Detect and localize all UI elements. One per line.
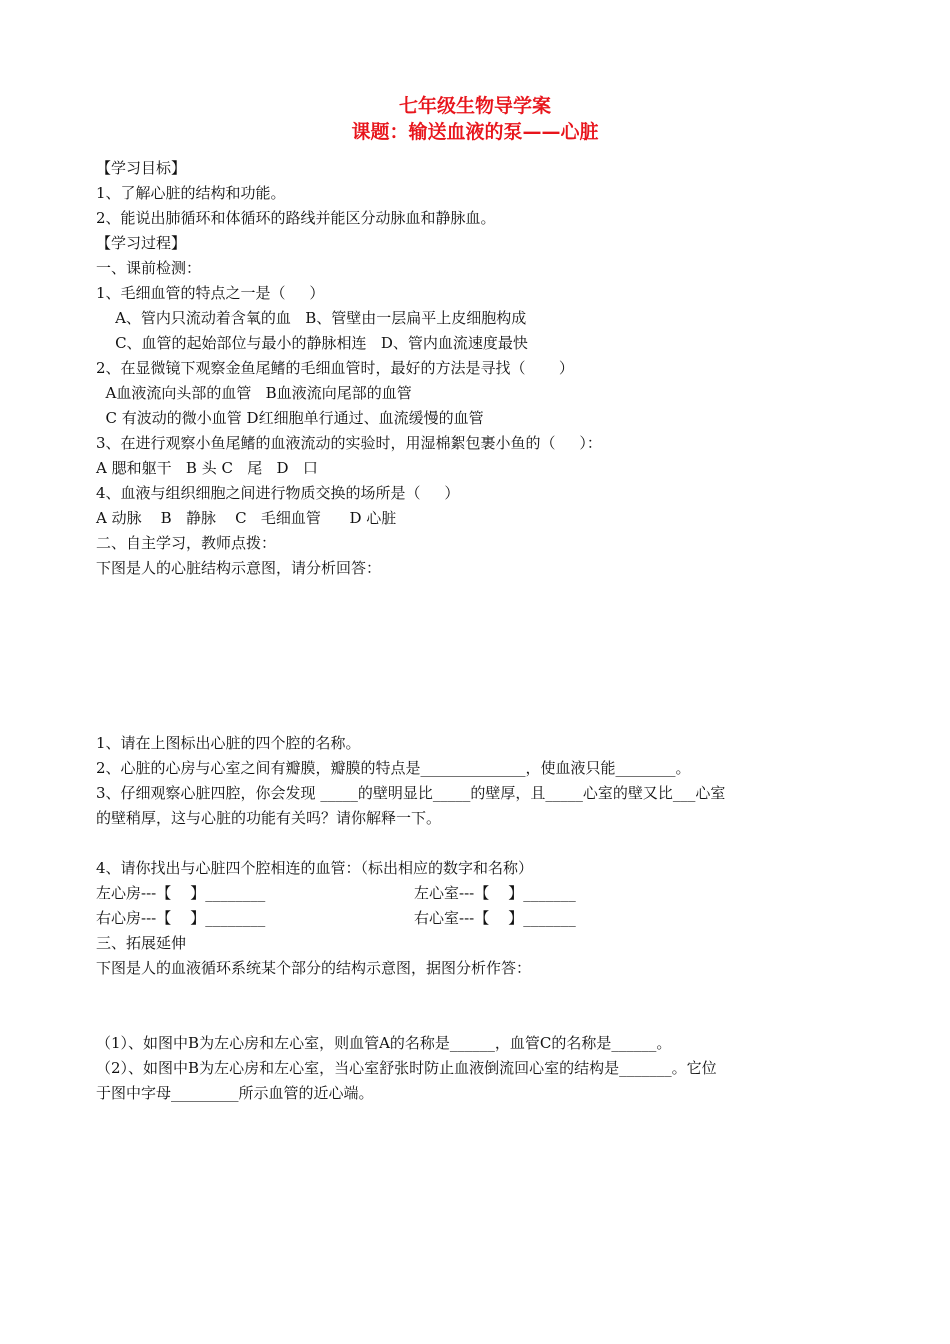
pretest-line: 2、在显微镜下观察金鱼尾鳍的毛细血管时，最好的方法是寻找（ ） [96,359,574,377]
pretest-line: A血液流向头部的血管 B血液流向尾部的血管 [96,384,412,402]
pretest-line: A 动脉 B 静脉 C 毛细血管 D 心脏 [96,509,397,527]
pretest-line: 1、毛细血管的特点之一是（ ） [96,284,325,302]
extension-heading: 三、拓展延伸 [96,934,187,952]
goal-item: 1、了解心脏的结构和功能。 [96,184,286,202]
pretest-line: 4、血液与组织细胞之间进行物质交换的场所是（ ） [96,484,460,502]
extension-question: （2）、如图中B为左心房和左心室，当心室舒张时防止血液倒流回心室的结构是_______。它位 [96,1059,717,1077]
pretest-line: 3、在进行观察小鱼尾鳍的血液流动的实验时，用湿棉絮包裹小鱼的（ ）： [96,434,602,452]
selfstudy-heading: 二、自主学习，教师点拨： [96,534,277,552]
pretest-line: C、血管的起始部位与最小的静脉相连 D、管内血流速度最快 [96,334,528,352]
selfstudy-question: 的壁稍厚，这与心脏的功能有关吗？请你解释一下。 [96,809,442,827]
process-heading: 【学习过程】 [96,234,187,252]
extension-intro: 下图是人的血液循环系统某个部分的结构示意图，据图分析作答： [96,959,532,977]
selfstudy-question: 1、请在上图标出心脏的四个腔的名称。 [96,734,361,752]
selfstudy-question: 3、仔细观察心脏四腔，你会发现 _____的壁明显比_____的壁厚，且_____心室的壁又比___心室 [96,784,726,802]
left-atrium-blank: 左心房---【 】________ [96,884,266,902]
extension-question: （1）、如图中B为左心房和左心室，则血管A的名称是______，血管C的名称是______。 [96,1034,672,1052]
right-atrium-blank: 右心房---【 】________ [96,909,266,927]
pretest-line: C 有波动的微小血管 D红细胞单行通过、血流缓慢的血管 [96,409,484,427]
selfstudy-question: 2、心脏的心房与心室之间有瓣膜，瓣膜的特点是______________，使血液只能________。 [96,759,691,777]
pretest-line: A、管内只流动着含氧的血 B、管壁由一层扁平上皮细胞构成 [96,309,527,327]
pretest-line: A 腮和躯干 B 头 C 尾 D 口 [96,459,318,477]
lesson-subtitle: 课题：输送血液的泵——心脏 [351,121,599,143]
selfstudy-question: 4、请你找出与心脏四个腔相连的血管：（标出相应的数字和名称） [96,859,534,877]
page-title: 七年级生物导学案 [398,95,551,117]
extension-question: 于图中字母_________所示血管的近心端。 [96,1084,374,1102]
selfstudy-intro: 下图是人的心脏结构示意图，请分析回答： [96,559,382,577]
left-ventricle-blank: 左心室---【 】_______ [414,884,576,902]
pretest-heading: 一、课前检测： [96,259,202,277]
goal-item: 2、能说出肺循环和体循环的路线并能区分动脉血和静脉血。 [96,209,496,227]
right-ventricle-blank: 右心室---【 】_______ [414,909,576,927]
goals-heading: 【学习目标】 [96,159,187,177]
